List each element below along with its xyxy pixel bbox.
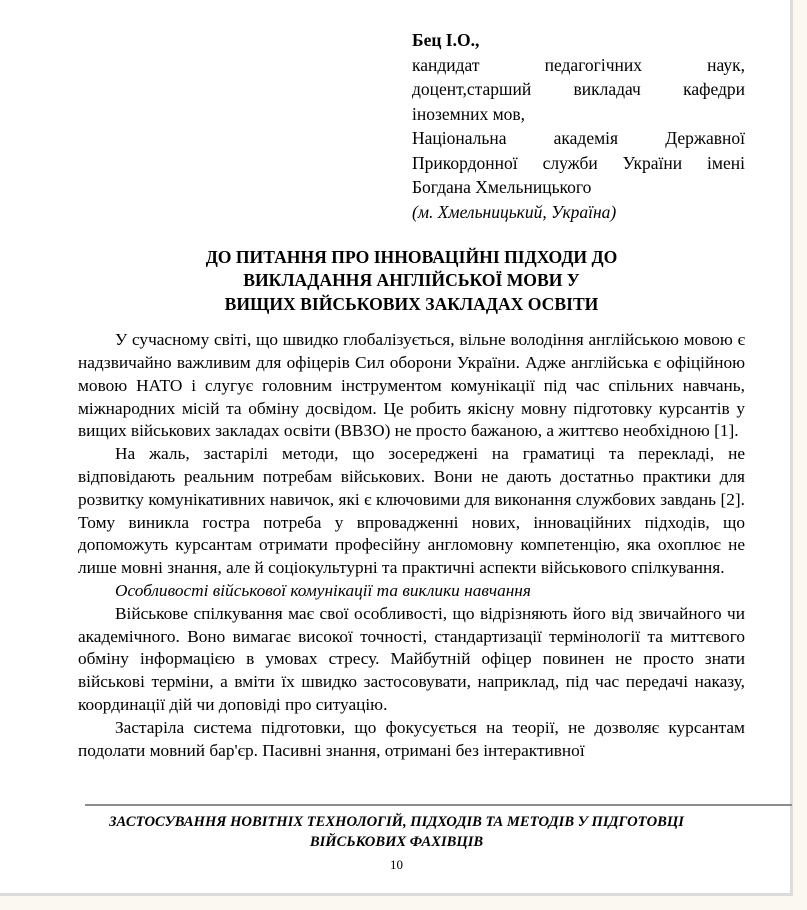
paragraph-2: На жаль, застарілі методи, що зосереджені на граматиці та перекладі, не відповідають реальним потребам військових. Вони не дають достатньо практики для розвитку комунікативних навичок, які є ключовими для виконання службових завдань [2]. Тому виникла гостра потреба у впровадженні нових, інноваційних підходів, що допоможуть курсантам отримати професійну англомовну компетенцію, яка охоплює не лише мовні знання, але й соціокультурні та практичні аспекти військового спілкування.: [78, 444, 745, 578]
article-title-line-2: ВИКЛАДАННЯ АНГЛІЙСЬКОЇ МОВИ У: [243, 270, 580, 291]
page-number: 10: [390, 857, 403, 872]
author-credentials: кандидат педагогічних наук, доцент,старший викладач кафедри іноземних мов,: [412, 54, 745, 124]
footer-running-title: ЗАСТОСУВАННЯ НОВІТНІХ ТЕХНОЛОГІЙ, ПІДХОДІВ ТА МЕТОДІВ У ПІДГОТОВЦІ ВІЙСЬКОВИХ ФАХІВЦІВ: [109, 814, 684, 850]
page-footer: [0, 804, 793, 872]
author-location: (м. Хмельницький, Україна): [412, 201, 617, 222]
footer-divider: [85, 804, 792, 806]
article-title-line-1: ДО ПИТАННЯ ПРО ІННОВАЦІЙНІ ПІДХОДИ ДО: [205, 247, 618, 267]
paragraph-1: У сучасному світі, що швидко глобалізується, вільне володіння англійською мовою є надзвичайно важливим для офіцерів Сил оборони України. Адже англійська є офіційною мовою НАТО і слугує головним інструментом комунікації під час спільних навчань, міжнародних місій та обміну досвідом. Це робить якісну мовну підготовку курсантів у вищих військових закладах освіти (ВВЗО) не просто бажаною, а життєво необхідною [1].: [78, 330, 745, 441]
author-affiliation: Національна академія Державної Прикордонної служби України імені Богдана Хмельницького: [412, 128, 745, 197]
author-name: Бец І.О.,: [412, 30, 480, 50]
author-block: [412, 28, 745, 224]
article-title-line-3: ВИЩИХ ВІЙСЬКОВИХ ЗАКЛАДАХ ОСВІТИ: [224, 293, 599, 314]
article-body: [78, 329, 745, 762]
article-title: [78, 246, 745, 316]
page-content: [78, 0, 745, 893]
paragraph-3: Військове спілкування має свої особливості, що відрізняють його від звичайного чи академічного. Воно вимагає високої точності, стандартизації термінології та миттєвого обміну інформацією в умовах стресу. Майбутній офіцер повинен не просто знати військові терміни, а вміти їх швидко застосовувати, наприклад, під час передачі наказу, координації дій чи доповіді про ситуацію.: [78, 603, 745, 714]
section-subheading: Особливості військової комунікації та виклики навчання: [115, 580, 531, 600]
paragraph-4: Застаріла система підготовки, що фокусується на теорії, не дозволяє курсантам подолати мовний бар'єр. Пасивні знання, отримані без інтерактивної: [78, 717, 745, 760]
